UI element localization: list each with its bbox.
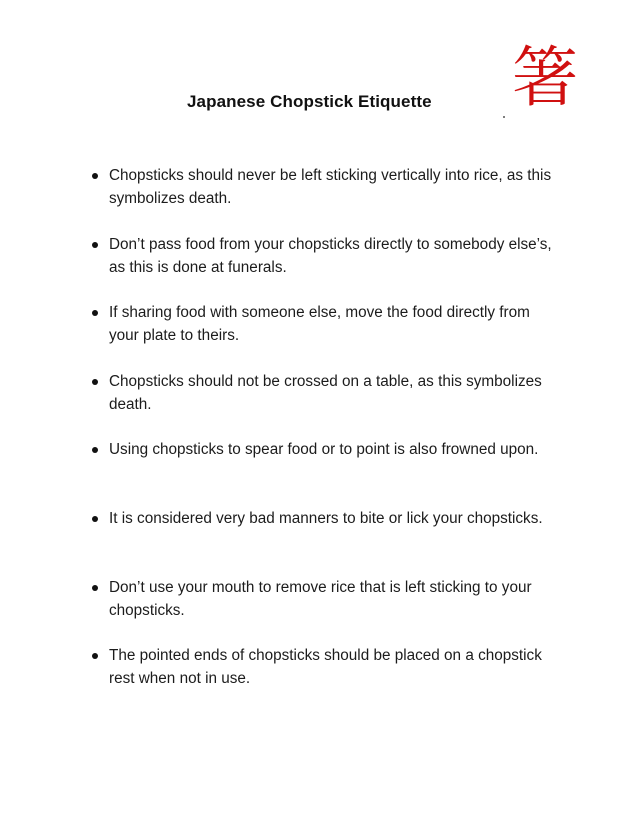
list-item-text: Don’t pass food from your chopsticks directly to somebody else’s, as this is done at funerals. [109, 235, 552, 276]
chopsticks-kanji-icon [512, 40, 580, 112]
list-item [92, 233, 562, 279]
bullet-icon [92, 585, 98, 591]
bullet-icon [92, 653, 98, 659]
list-item [92, 576, 562, 622]
list-item [92, 507, 562, 553]
list-item [92, 438, 562, 484]
bullet-icon [92, 379, 98, 385]
list-item-text: Using chopsticks to spear food or to point is also frowned upon. [109, 441, 539, 459]
list-item-text: The pointed ends of chopsticks should be placed on a chopstick rest when not in use. [109, 647, 542, 688]
list-item-text: If sharing food with someone else, move the food directly from your plate to theirs. [109, 304, 530, 345]
list-item [92, 370, 562, 416]
bullet-icon [92, 516, 98, 522]
bullet-icon [92, 447, 98, 453]
etiquette-list [92, 164, 562, 713]
bullet-icon [92, 173, 98, 179]
page-title: Japanese Chopstick Etiquette [187, 92, 432, 111]
list-item-text: Don’t use your mouth to remove rice that is left sticking to your chopsticks. [109, 578, 532, 619]
list-item [92, 301, 562, 347]
list-item-text: Chopsticks should never be left sticking vertically into rice, as this symbolizes death. [109, 167, 552, 207]
stray-dot [503, 116, 505, 118]
list-item-text: Chopsticks should not be crossed on a table, as this symbolizes death. [109, 372, 542, 413]
list-item-text: It is considered very bad manners to bite or lick your chopsticks. [109, 509, 543, 527]
bullet-icon [92, 310, 98, 316]
list-item [92, 164, 562, 210]
list-item [92, 644, 562, 690]
kanji-text: 箸 [512, 40, 578, 112]
bullet-icon [92, 242, 98, 248]
